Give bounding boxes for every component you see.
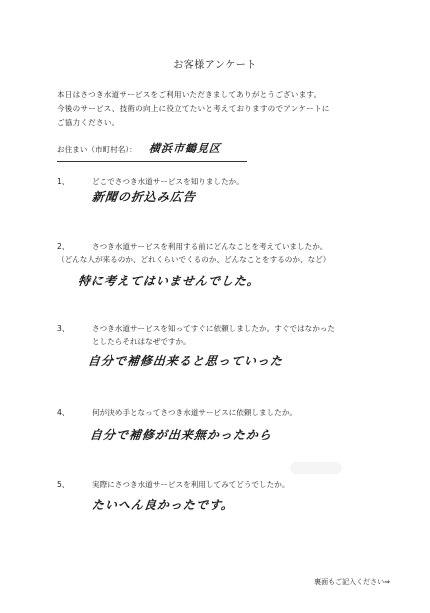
address-label: お住まい（市町村名）： [57,145,137,154]
intro-line: ご協力ください。 [57,118,120,127]
question-text [92,240,392,253]
question-2-sub: （どんな人が来るのか、どれくらいでくるのか、どんなことをするのか、など） [57,255,331,264]
answer-4: 自分で補修が出来無かったから [89,428,273,442]
question-text [92,478,392,491]
question-line: としたらそれはなぜですか。 [92,337,191,346]
question-number: 4、 [57,408,70,417]
question-line: 実際にさつき水道サービスを利用してみてどうでしたか。 [92,480,290,489]
address-field [57,141,247,162]
address-value: 横浜市鶴見区 [148,142,222,155]
survey-title: お客様アンケート [173,60,257,71]
intro-line: 今後のサービス、技術の向上に役立てたいと考えておりますのでアンケートに [57,104,330,113]
intro-text [57,88,392,130]
intro-line: 本日はさつき水道サービスをご利用いただきましてありがとうございます。 [57,90,322,99]
footer-note: 裏面もご記入ください⇒ [314,578,390,586]
answer-3: 自分で補修出来ると思っていった [87,354,284,368]
question-line: さつき水道サービスを知ってすぐに依頼しましたか。すぐではなかった [92,324,335,333]
question-text [92,406,392,419]
question-number: 1、 [57,177,70,186]
answer-5: たいへん良かったです。 [91,498,235,512]
question-line: さつき水道サービスを利用する前にどんなことを考えていましたか。 [92,242,328,251]
question-text [92,322,392,348]
answer-2: 特に考えてはいませんでした。 [77,274,261,288]
question-line: どこでさつき水道サービスを知りましたか。 [92,177,244,186]
answer-1: 新聞の折込み広告 [91,190,197,204]
question-text [92,175,392,188]
question-number: 2、 [57,242,70,251]
faint-mark [290,462,342,474]
question-number: 5、 [57,480,70,489]
question-line: 何が決め手となってさつき水道サービスに依頼しましたか。 [92,408,298,417]
question-number: 3、 [57,324,70,333]
